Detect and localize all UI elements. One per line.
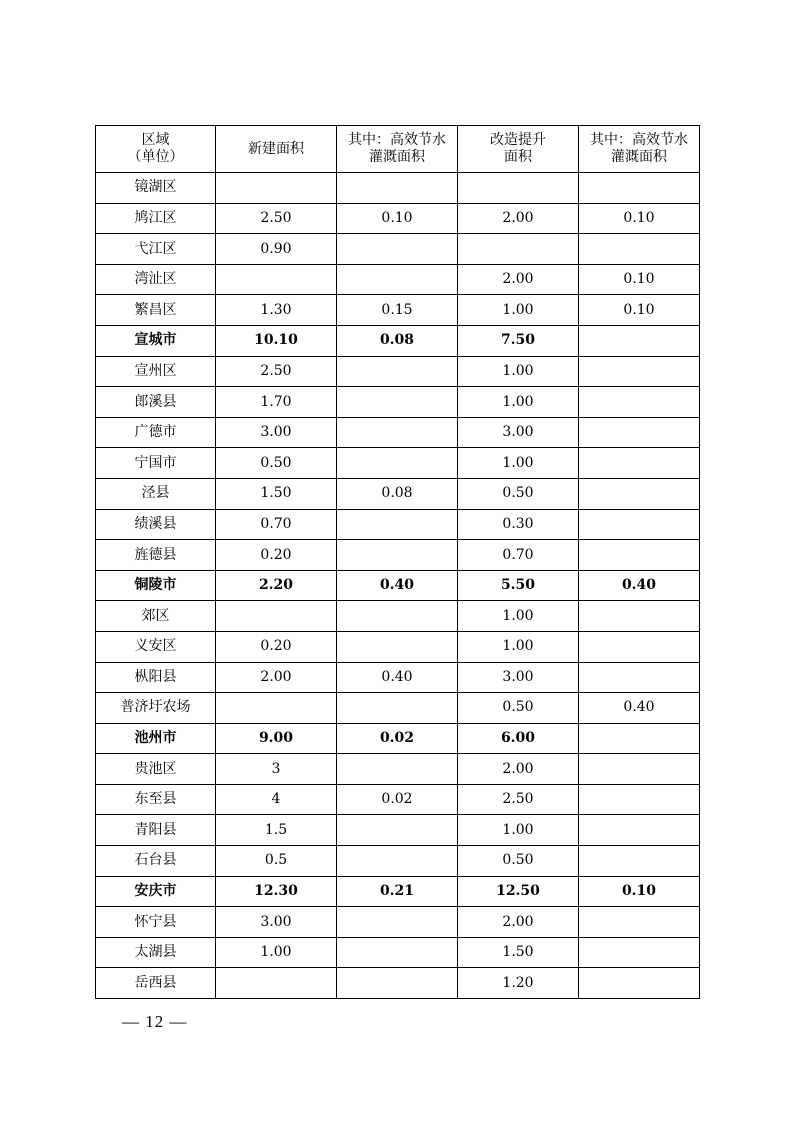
table-row [96, 907, 700, 938]
header-new-area-line-1: 新建面积 [248, 140, 304, 157]
upgrade-efficient-cell: 0.10 [579, 295, 700, 326]
region-cell: 枞阳县 [96, 662, 216, 693]
region-cell: 旌德县 [96, 540, 216, 571]
new-area-cell: 0.70 [216, 509, 337, 540]
upgrade-efficient-cell: 0.10 [579, 264, 700, 295]
region-cell: 繁昌区 [96, 295, 216, 326]
region-cell: 东至县 [96, 784, 216, 815]
new-efficient-cell [337, 937, 458, 968]
header-upgrade-area [458, 126, 579, 173]
new-area-cell: 1.30 [216, 295, 337, 326]
upgrade-area-cell [458, 173, 579, 204]
table-row-city-subtotal [96, 325, 700, 356]
page-number: — 12 — [122, 1012, 188, 1031]
header-new-efficient-line-2: 灌溉面积 [369, 149, 425, 165]
upgrade-efficient-cell [579, 815, 700, 846]
region-cell: 安庆市 [96, 876, 216, 907]
new-efficient-cell [337, 264, 458, 295]
upgrade-efficient-cell [579, 907, 700, 938]
region-cell: 宣州区 [96, 356, 216, 387]
table-row [96, 295, 700, 326]
new-area-cell: 10.10 [216, 325, 337, 356]
upgrade-area-cell: 2.00 [458, 907, 579, 938]
region-cell: 湾沚区 [96, 264, 216, 295]
table-row [96, 356, 700, 387]
upgrade-efficient-cell [579, 387, 700, 418]
upgrade-area-cell: 12.50 [458, 876, 579, 907]
table-row [96, 173, 700, 204]
upgrade-area-cell: 6.00 [458, 723, 579, 754]
upgrade-efficient-cell [579, 937, 700, 968]
new-area-cell: 4 [216, 784, 337, 815]
region-cell: 太湖县 [96, 937, 216, 968]
new-area-cell [216, 601, 337, 632]
upgrade-area-cell: 1.50 [458, 937, 579, 968]
upgrade-efficient-cell [579, 325, 700, 356]
table-row [96, 540, 700, 571]
new-area-cell: 9.00 [216, 723, 337, 754]
upgrade-area-cell: 1.20 [458, 968, 579, 999]
new-efficient-cell [337, 448, 458, 479]
new-efficient-cell [337, 387, 458, 418]
region-cell: 普济圩农场 [96, 693, 216, 724]
header-upgrade-line-1: 改造提升 [490, 132, 546, 149]
upgrade-efficient-cell: 0.10 [579, 203, 700, 234]
new-efficient-cell: 0.08 [337, 478, 458, 509]
new-area-cell: 2.00 [216, 662, 337, 693]
table-row [96, 815, 700, 846]
table-row-city-subtotal [96, 570, 700, 601]
new-efficient-cell [337, 907, 458, 938]
upgrade-area-cell: 1.00 [458, 601, 579, 632]
region-cell: 宁国市 [96, 448, 216, 479]
new-efficient-cell [337, 693, 458, 724]
upgrade-efficient-cell: 0.40 [579, 570, 700, 601]
table-row [96, 478, 700, 509]
new-efficient-cell [337, 173, 458, 204]
header-upgrade-efficient-line-1: 其中：高效节水 [590, 132, 688, 149]
new-efficient-cell: 0.40 [337, 570, 458, 601]
upgrade-area-cell: 0.30 [458, 509, 579, 540]
upgrade-area-cell: 2.00 [458, 264, 579, 295]
table-row [96, 509, 700, 540]
upgrade-area-cell: 2.00 [458, 203, 579, 234]
upgrade-efficient-cell [579, 601, 700, 632]
table-row [96, 937, 700, 968]
table-row-city-subtotal [96, 723, 700, 754]
upgrade-area-cell: 2.00 [458, 754, 579, 785]
upgrade-area-cell: 1.00 [458, 295, 579, 326]
region-cell: 池州市 [96, 723, 216, 754]
upgrade-area-cell: 2.50 [458, 784, 579, 815]
region-cell: 义安区 [96, 631, 216, 662]
new-efficient-cell: 0.10 [337, 203, 458, 234]
region-cell: 绩溪县 [96, 509, 216, 540]
new-area-cell: 0.20 [216, 540, 337, 571]
upgrade-efficient-cell [579, 173, 700, 204]
new-area-cell [216, 693, 337, 724]
region-cell: 青阳县 [96, 815, 216, 846]
new-area-cell: 3 [216, 754, 337, 785]
new-area-cell: 12.30 [216, 876, 337, 907]
table-row [96, 264, 700, 295]
new-efficient-cell: 0.02 [337, 784, 458, 815]
new-area-cell: 3.00 [216, 907, 337, 938]
upgrade-area-cell: 1.00 [458, 387, 579, 418]
new-efficient-cell [337, 754, 458, 785]
header-region [96, 126, 216, 173]
upgrade-efficient-cell [579, 846, 700, 877]
region-cell: 铜陵市 [96, 570, 216, 601]
table-row [96, 387, 700, 418]
table-row [96, 662, 700, 693]
new-efficient-cell: 0.21 [337, 876, 458, 907]
upgrade-area-cell: 0.50 [458, 693, 579, 724]
header-upgrade-efficient-line-2: 灌溉面积 [611, 149, 667, 165]
table-row [96, 203, 700, 234]
upgrade-efficient-cell [579, 784, 700, 815]
upgrade-efficient-cell [579, 540, 700, 571]
upgrade-area-cell: 1.00 [458, 815, 579, 846]
upgrade-efficient-cell [579, 417, 700, 448]
new-area-cell: 1.00 [216, 937, 337, 968]
table-row [96, 631, 700, 662]
upgrade-area-cell: 1.00 [458, 448, 579, 479]
table-row [96, 448, 700, 479]
upgrade-efficient-cell [579, 356, 700, 387]
region-cell: 贵池区 [96, 754, 216, 785]
new-area-cell: 3.00 [216, 417, 337, 448]
new-efficient-cell: 0.15 [337, 295, 458, 326]
new-efficient-cell [337, 356, 458, 387]
table-row [96, 846, 700, 877]
header-new-area [216, 126, 337, 173]
upgrade-efficient-cell: 0.10 [579, 876, 700, 907]
header-new-efficient-line-1: 其中：高效节水 [348, 132, 446, 149]
upgrade-efficient-cell [579, 448, 700, 479]
region-cell: 石台县 [96, 846, 216, 877]
upgrade-efficient-cell: 0.40 [579, 693, 700, 724]
upgrade-efficient-cell [579, 968, 700, 999]
region-cell: 怀宁县 [96, 907, 216, 938]
new-efficient-cell [337, 968, 458, 999]
upgrade-area-cell [458, 234, 579, 265]
upgrade-area-cell: 3.00 [458, 662, 579, 693]
new-area-cell: 0.5 [216, 846, 337, 877]
region-cell: 岳西县 [96, 968, 216, 999]
header-upgrade-efficient-irrigation [579, 126, 700, 173]
table-row [96, 784, 700, 815]
new-area-cell: 1.70 [216, 387, 337, 418]
new-efficient-cell [337, 815, 458, 846]
new-area-cell: 1.5 [216, 815, 337, 846]
irrigation-area-table [95, 125, 700, 999]
new-efficient-cell [337, 601, 458, 632]
new-area-cell [216, 173, 337, 204]
new-efficient-cell: 0.40 [337, 662, 458, 693]
upgrade-area-cell: 3.00 [458, 417, 579, 448]
region-cell: 弋江区 [96, 234, 216, 265]
upgrade-efficient-cell [579, 478, 700, 509]
upgrade-efficient-cell [579, 723, 700, 754]
new-area-cell: 0.90 [216, 234, 337, 265]
upgrade-area-cell: 1.00 [458, 631, 579, 662]
new-area-cell: 2.50 [216, 356, 337, 387]
upgrade-efficient-cell [579, 754, 700, 785]
header-region-line-2: （单位） [127, 149, 184, 165]
new-efficient-cell [337, 417, 458, 448]
upgrade-area-cell: 7.50 [458, 325, 579, 356]
region-cell: 广德市 [96, 417, 216, 448]
region-cell: 鸠江区 [96, 203, 216, 234]
upgrade-efficient-cell [579, 234, 700, 265]
upgrade-area-cell: 1.00 [458, 356, 579, 387]
new-area-cell: 2.20 [216, 570, 337, 601]
header-region-line-1: 区域 [141, 132, 170, 149]
new-area-cell: 2.50 [216, 203, 337, 234]
new-area-cell: 1.50 [216, 478, 337, 509]
table-row [96, 601, 700, 632]
new-efficient-cell: 0.02 [337, 723, 458, 754]
upgrade-efficient-cell [579, 662, 700, 693]
table-row [96, 693, 700, 724]
table-row [96, 968, 700, 999]
header-new-efficient-irrigation [337, 126, 458, 173]
table-row [96, 754, 700, 785]
table-row-city-subtotal [96, 876, 700, 907]
upgrade-area-cell: 0.50 [458, 478, 579, 509]
region-cell: 郎溪县 [96, 387, 216, 418]
table-body [96, 126, 700, 999]
new-area-cell [216, 968, 337, 999]
region-cell: 宣城市 [96, 325, 216, 356]
upgrade-area-cell: 0.50 [458, 846, 579, 877]
region-cell: 郊区 [96, 601, 216, 632]
new-efficient-cell [337, 631, 458, 662]
upgrade-efficient-cell [579, 631, 700, 662]
new-efficient-cell [337, 540, 458, 571]
table-header-row [96, 126, 700, 173]
new-efficient-cell [337, 509, 458, 540]
new-efficient-cell [337, 234, 458, 265]
upgrade-area-cell: 5.50 [458, 570, 579, 601]
table-row [96, 234, 700, 265]
new-efficient-cell [337, 846, 458, 877]
new-efficient-cell: 0.08 [337, 325, 458, 356]
upgrade-area-cell: 0.70 [458, 540, 579, 571]
upgrade-efficient-cell [579, 509, 700, 540]
new-area-cell: 0.50 [216, 448, 337, 479]
table-row [96, 417, 700, 448]
new-area-cell: 0.20 [216, 631, 337, 662]
new-area-cell [216, 264, 337, 295]
region-cell: 泾县 [96, 478, 216, 509]
header-upgrade-line-2: 面积 [504, 149, 532, 165]
region-cell: 镜湖区 [96, 173, 216, 204]
